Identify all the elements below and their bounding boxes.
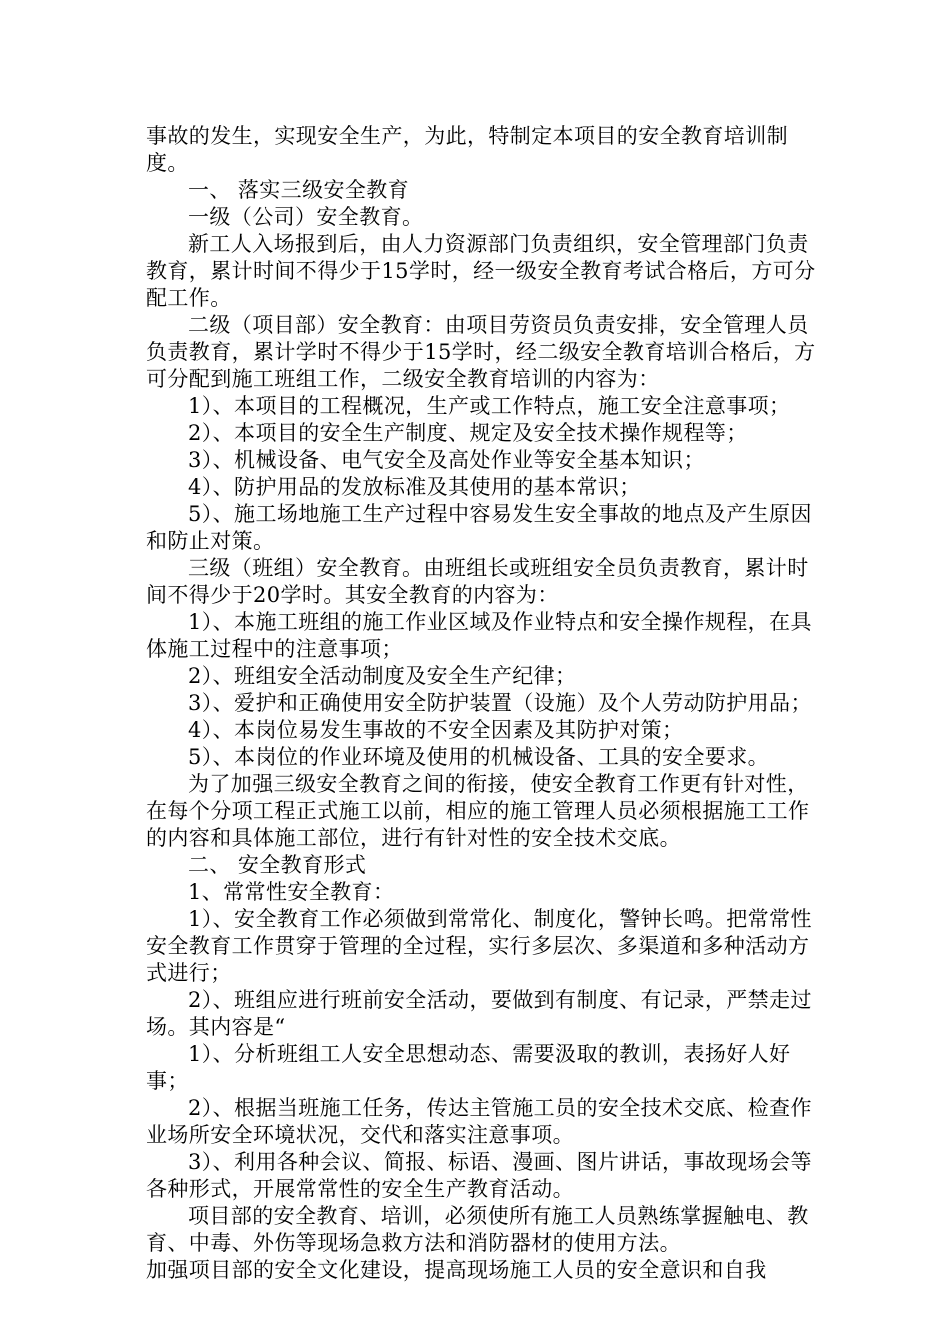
list-item: 5）、施工场地施工生产过程中容易发生安全事故的地点及产生原因和防止对策。 <box>146 502 812 553</box>
list-item: 4）、本岗位易发生事故的不安全因素及其防护对策； <box>188 718 684 742</box>
paragraph: 项目部的安全教育、培训，必须使所有施工人员熟练掌握触电、教育、中毒、外伤等现场急救方法和消防器材的使用方法。 <box>146 1204 809 1255</box>
list-item: 5）、本岗位的作业环境及使用的机械设备、工具的安全要求。 <box>188 745 770 769</box>
list-item: 1）、分析班组工人安全思想动态、需要汲取的教训，表扬好人好事； <box>146 1042 791 1093</box>
list-item: 2）、根据当班施工任务，传达主管施工员的安全技术交底、检查作业场所安全环境状况，交代和落实注意事项。 <box>146 1096 812 1147</box>
list-item: 3）、利用各种会议、简报、标语、漫画、图片讲话，事故现场会等各种形式，开展常常性的安全生产教育活动。 <box>146 1150 812 1201</box>
list-item: 3）、爱护和正确使用安全防护装置（设施）及个人劳动防护用品； <box>188 691 812 715</box>
section-heading: 二、 安全教育形式 <box>188 853 367 877</box>
paragraph: 三级（班组）安全教育。由班组长或班组安全员负责教育，累计时间不得少于20学时。其安全教育的内容为： <box>146 556 809 607</box>
paragraph: 一级（公司）安全教育。 <box>188 205 424 229</box>
paragraph: 为了加强三级安全教育之间的衔接，使安全教育工作更有针对性，在每个分项工程正式施工以前，相应的施工管理人员必须根据施工工作的内容和具体施工部位，进行有针对性的安全技术交底。 <box>146 772 810 850</box>
section-heading: 一、 落实三级安全教育 <box>188 178 410 202</box>
list-item: 1）、安全教育工作必须做到常常化、制度化，警钟长鸣。把常常性安全教育工作贯穿于管理的全过程，实行多层次、多渠道和多种活动方式进行； <box>146 907 812 985</box>
paragraph: 事故的发生，实现安全生产，为此，特制定本项目的安全教育培训制度。 <box>146 124 788 175</box>
list-item: 4）、防护用品的发放标准及其使用的基本常识； <box>188 475 641 499</box>
list-item: 3）、机械设备、电气安全及高处作业等安全基本知识； <box>188 448 705 472</box>
list-item: 2）、本项目的安全生产制度、规定及安全技术操作规程等； <box>188 421 748 445</box>
paragraph: 加强项目部的安全文化建设，提高现场施工人员的安全意识和自我 <box>146 1258 767 1282</box>
list-item: 2）、班组应进行班前安全活动，要做到有制度、有记录，严禁走过场。其内容是“ <box>146 988 812 1039</box>
list-item: 1）、本项目的工程概况，生产或工作特点，施工安全注意事项； <box>188 394 791 418</box>
subheading: 1、常常性安全教育： <box>188 880 395 904</box>
document-body <box>146 123 826 1284</box>
paragraph: 新工人入场报到后，由人力资源部门负责组织，安全管理部门负责教育，累计时间不得少于15学时，经一级安全教育考试合格后，方可分配工作。 <box>146 232 816 310</box>
list-item: 2）、班组安全活动制度及安全生产纪律； <box>188 664 577 688</box>
list-item: 1）、本施工班组的施工作业区域及作业特点和安全操作规程，在具体施工过程中的注意事项； <box>146 610 812 661</box>
paragraph: 二级（项目部）安全教育：由项目劳资员负责安排，安全管理人员负责教育，累计学时不得少于15学时，经二级安全教育培训合格后，方可分配到施工班组工作，二级安全教育培训的内容为： <box>146 313 816 391</box>
